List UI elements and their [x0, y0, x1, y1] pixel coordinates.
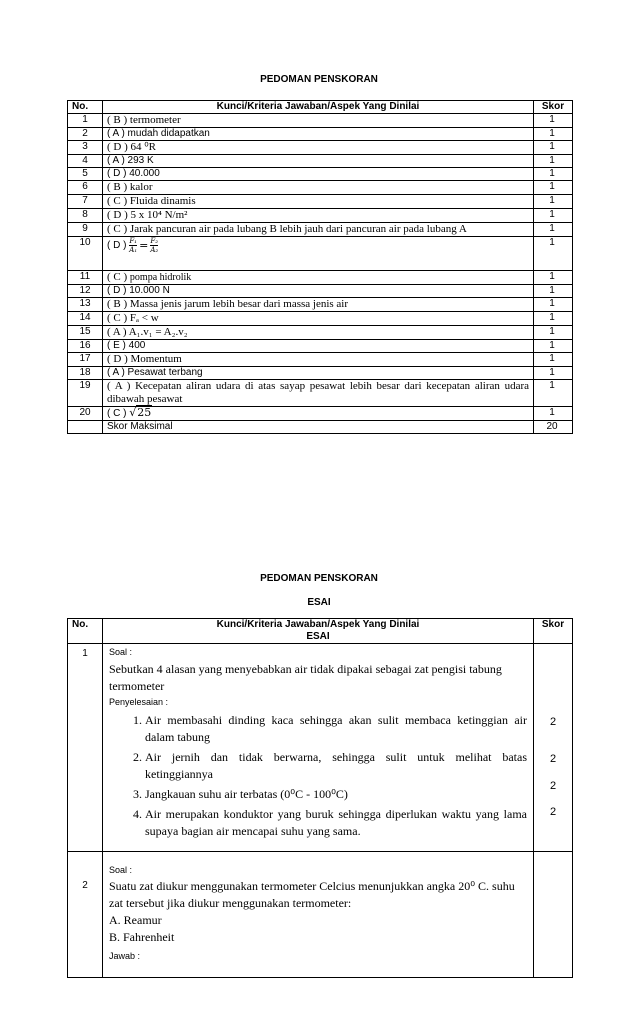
table-row: [68, 407, 573, 421]
answer-prefix: ( C ): [107, 408, 127, 419]
answer-text: ( B ) termometer: [103, 114, 534, 128]
table-row: [68, 168, 573, 181]
table-row: [68, 271, 573, 285]
row-skor: 1: [534, 353, 573, 367]
row-skor: 1: [534, 271, 573, 285]
table-row: [68, 367, 573, 380]
row-skor: 1: [534, 223, 573, 237]
answer-text: ( E ) 400: [103, 340, 534, 353]
row-no: 13: [68, 298, 103, 312]
row-skor: 1: [534, 168, 573, 181]
score-list: [534, 716, 572, 818]
table-row: [68, 312, 573, 326]
row-no: 3: [68, 141, 103, 155]
table-row: [68, 114, 573, 128]
table-row: [68, 141, 573, 155]
row-no: 5: [68, 168, 103, 181]
table-row: [68, 128, 573, 141]
row-no: 2: [68, 852, 103, 978]
row-skor: 1: [534, 141, 573, 155]
answer-text: [103, 271, 534, 285]
row-no: 18: [68, 367, 103, 380]
answer-text: ( D ) Momentum: [103, 353, 534, 367]
row-no: 16: [68, 340, 103, 353]
header-criteria: Kunci/Kriteria Jawaban/Aspek Yang Dinilai: [103, 101, 534, 114]
table-row: [68, 223, 573, 237]
row-no: 1: [68, 644, 103, 852]
header-criteria: Kunci/Kriteria Jawaban/Aspek Yang Dinilai: [216, 619, 420, 630]
section1-title: PEDOMAN PENSKORAN: [260, 74, 378, 85]
row-skor: 1: [534, 128, 573, 141]
score-value: 2: [549, 780, 557, 792]
answer-text: ( A ) Kecepatan aliran udara di atas sayap pesawat lebih besar dari kecepatan aliran udara dibawah pesawat: [103, 380, 534, 407]
row-no: 19: [68, 380, 103, 407]
section2-subtitle: ESAI: [307, 597, 331, 608]
equals-sign: =: [139, 238, 149, 252]
answer-formula: [103, 407, 534, 421]
answer-text: ( D ) 64 ⁰R: [103, 141, 534, 155]
section2-title: PEDOMAN PENSKORAN: [260, 573, 378, 584]
row-no: 1: [68, 114, 103, 128]
header-skor: Skor: [534, 619, 573, 644]
row-no: 9: [68, 223, 103, 237]
answer-text: ( D ) 5 x 10⁴ N/m²: [103, 209, 534, 223]
row-no: 7: [68, 195, 103, 209]
row-skor: 1: [534, 340, 573, 353]
table-row: [68, 237, 573, 271]
row-skor: 1: [534, 367, 573, 380]
option-b: B. Fahrenheit: [109, 930, 175, 944]
table-row: [68, 181, 573, 195]
answer-text: ( A ) Pesawat terbang: [103, 367, 534, 380]
header-criteria-sub: ESAI: [306, 631, 330, 642]
row-no: 14: [68, 312, 103, 326]
table-row: [68, 195, 573, 209]
row-no: 15: [68, 326, 103, 340]
row-no: 6: [68, 181, 103, 195]
row-skor: 1: [534, 114, 573, 128]
solution-step: 1. Air membasahi dinding kaca sehingga akan sulit membaca ketinggian air dalam tabung: [145, 712, 527, 746]
row-no: 17: [68, 353, 103, 367]
row-no: 4: [68, 155, 103, 168]
row-no: 10: [68, 237, 103, 271]
answer-text: ( D ) 10.000 N: [103, 285, 534, 298]
table-row: [68, 353, 573, 367]
row-no: 8: [68, 209, 103, 223]
row-no: 11: [68, 271, 103, 285]
answer-prefix: ( C ): [107, 271, 128, 283]
row-skor: 1: [534, 298, 573, 312]
total-row: [68, 421, 573, 434]
option-a: A. Reamur: [109, 913, 162, 927]
answer-text: ( C ) Fₐ < w: [103, 312, 534, 326]
total-value: 20: [534, 421, 573, 434]
header-no: No.: [68, 619, 103, 644]
answer-text: ( A ) A₁.v₁ = A₂.v₂: [103, 326, 534, 340]
table-header: [68, 101, 573, 114]
row-skor: 1: [534, 285, 573, 298]
table-header: [68, 619, 573, 644]
scoring-table-2: [67, 618, 573, 978]
row-skor: 1: [534, 237, 573, 271]
soal-label: Soal :: [109, 865, 133, 875]
row-no: 20: [68, 407, 103, 421]
row-skor: 1: [534, 312, 573, 326]
answer-text: ( B ) kalor: [103, 181, 534, 195]
table-row: [68, 644, 573, 852]
table-row: [68, 380, 573, 407]
answer-formula: [103, 237, 534, 271]
row-skor: 1: [534, 326, 573, 340]
score-value: 2: [549, 753, 557, 765]
answer-text: ( C ) Jarak pancuran air pada lubang B lebih jauh dari pancuran air pada lubang A: [103, 223, 534, 237]
question-text: Suatu zat diukur menggunakan termometer Celcius menunjukkan angka 20⁰ C. suhu zat tersebut jika diukur menggunakan termometer:: [109, 879, 515, 910]
answer-text: ( B ) Massa jenis jarum lebih besar dari massa jenis air: [103, 298, 534, 312]
table-row: [68, 852, 573, 978]
scoring-table-1: [67, 100, 573, 434]
solution-step: 2. Air jernih dan tidak berwarna, sehingga sulit untuk melihat batas ketinggiannya: [145, 749, 527, 783]
row-skor: 1: [534, 181, 573, 195]
table-row: [68, 209, 573, 223]
row-skor: 1: [534, 407, 573, 421]
total-label: Skor Maksimal: [103, 421, 534, 434]
answer-rest: pompa hidrolik: [129, 272, 192, 283]
row-skor: 1: [534, 195, 573, 209]
answer-text: ( D ) 40.000: [103, 168, 534, 181]
header-skor: Skor: [534, 101, 573, 114]
row-no: 12: [68, 285, 103, 298]
answer-text: ( A ) mudah didapatkan: [103, 128, 534, 141]
table-row: [68, 298, 573, 312]
score-value: 2: [549, 716, 557, 728]
fraction-right: $\frac{\text{F₂}}{\text{A₂}}$: [150, 237, 159, 254]
answer-prefix: ( D ): [107, 240, 127, 252]
answer-text: ( C ) Fluida dinamis: [103, 195, 534, 209]
table-row: [68, 326, 573, 340]
row-no: 2: [68, 128, 103, 141]
row-skor: 1: [534, 155, 573, 168]
table-row: [68, 155, 573, 168]
soal-label: Soal :: [109, 647, 133, 657]
row-skor: 1: [534, 209, 573, 223]
solution-list: [109, 712, 527, 840]
penyelesaian-label: Penyelesaian :: [109, 697, 169, 707]
header-no: No.: [68, 101, 103, 114]
answer-text: ( A ) 293 K: [103, 155, 534, 168]
solution-step: 3. Jangkauan suhu air terbatas (0⁰C - 100⁰C): [145, 786, 527, 803]
table-row: [68, 340, 573, 353]
fraction-left: $\frac{\text{F₁}}{\text{A₁}}$: [129, 237, 138, 254]
table-row: [68, 285, 573, 298]
question-text: Sebutkan 4 alasan yang menyebabkan air tidak dipakai sebagai zat pengisi tabung termometer: [109, 662, 502, 693]
row-skor: 1: [534, 380, 573, 407]
sqrt-expression: √25: [129, 406, 152, 419]
jawab-label: Jawab :: [109, 951, 141, 961]
solution-step: 4. Air merupakan konduktor yang buruk sehingga diperlukan waktu yang lama supaya bagian air mencapai suhu yang sama.: [145, 806, 527, 840]
score-value: 2: [549, 806, 557, 818]
